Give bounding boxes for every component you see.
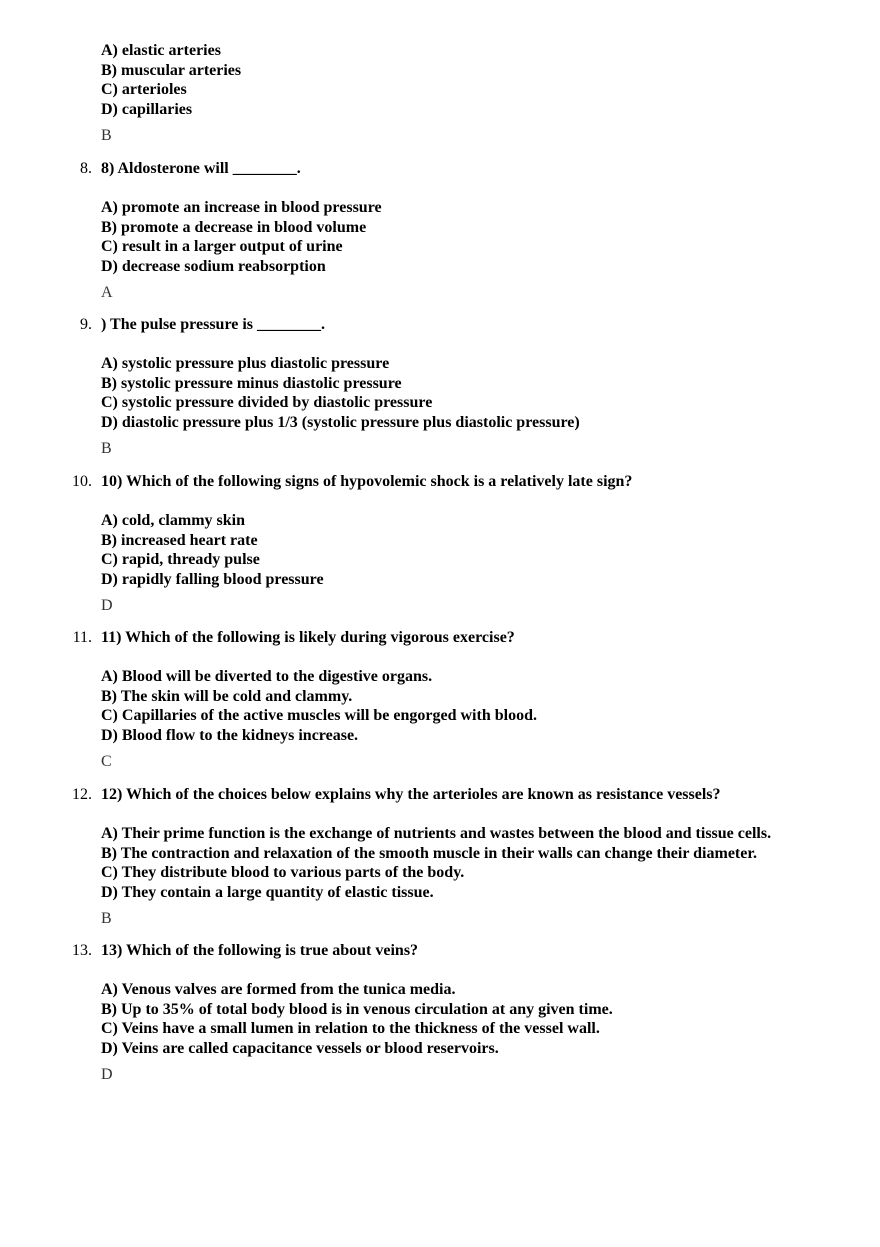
option-d: D) capillaries (101, 100, 193, 118)
option-b: B) The contraction and relaxation of the smooth muscle in their walls can change their diameter. (101, 844, 757, 862)
question-10-answer: D (101, 597, 113, 614)
option-c: C) arterioles (101, 81, 187, 98)
option-c: C) rapid, thready pulse (101, 551, 260, 568)
question-text: 12) Which of the choices below explains why the arterioles are known as resistance vessels? (101, 786, 721, 803)
question-11-answer: C (101, 753, 112, 770)
question-text: ) The pulse pressure is ________. (101, 316, 326, 333)
option-a: A) Venous valves are formed from the tunica media. (101, 981, 456, 998)
option-d: D) Veins are called capacitance vessels or blood reservoirs. (101, 1039, 499, 1057)
option-c: C) result in a larger output of urine (101, 238, 343, 255)
question-13-answer: D (101, 1066, 113, 1083)
option-c: C) systolic pressure divided by diastolic pressure (101, 394, 433, 411)
option-c: C) Capillaries of the active muscles will be engorged with blood. (101, 707, 537, 724)
option-a: A) promote an increase in blood pressure (101, 199, 382, 216)
option-d: D) They contain a large quantity of elastic tissue. (101, 883, 434, 901)
question-number: 11. (72, 629, 92, 646)
question-13-options (101, 980, 613, 1058)
question-text: 8) Aldosterone will ________. (101, 160, 301, 177)
option-a: A) elastic arteries (101, 42, 221, 59)
option-d: D) Blood flow to the kidneys increase. (101, 726, 359, 744)
question-8-options (101, 198, 382, 276)
question-7-answer: B (101, 127, 112, 144)
option-a: A) systolic pressure plus diastolic pressure (101, 355, 390, 372)
question-12-answer: B (101, 910, 112, 927)
question-text: 10) Which of the following signs of hypovolemic shock is a relatively late sign? (101, 473, 633, 490)
question-number: 8. (80, 160, 92, 177)
option-a: A) Blood will be diverted to the digestive organs. (101, 668, 433, 685)
option-b: B) increased heart rate (101, 531, 258, 549)
question-11-options (101, 667, 537, 745)
option-d: D) diastolic pressure plus 1/3 (systolic pressure plus diastolic pressure) (101, 413, 580, 431)
question-9-answer: B (101, 440, 112, 457)
question-text: 13) Which of the following is true about veins? (101, 942, 419, 959)
option-b: B) The skin will be cold and clammy. (101, 687, 353, 705)
option-a: A) Their prime function is the exchange of nutrients and wastes between the blood and tissue cells. (101, 825, 772, 842)
option-b: B) promote a decrease in blood volume (101, 218, 367, 236)
question-number: 9. (80, 316, 92, 333)
option-c: C) They distribute blood to various parts of the body. (101, 864, 465, 881)
question-number: 13. (72, 942, 92, 959)
option-b: B) systolic pressure minus diastolic pressure (101, 374, 402, 392)
question-8-answer: A (101, 284, 113, 301)
option-b: B) muscular arteries (101, 61, 242, 79)
option-d: D) rapidly falling blood pressure (101, 570, 324, 588)
question-number: 12. (72, 786, 92, 803)
option-b: B) Up to 35% of total body blood is in venous circulation at any given time. (101, 1000, 613, 1018)
question-7-options (101, 41, 241, 119)
question-9-options (101, 354, 580, 432)
question-text: 11) Which of the following is likely during vigorous exercise? (101, 629, 515, 646)
question-12-options (101, 824, 771, 902)
question-number: 10. (72, 473, 92, 490)
option-d: D) decrease sodium reabsorption (101, 257, 326, 275)
option-a: A) cold, clammy skin (101, 512, 245, 529)
question-10-options (101, 511, 324, 589)
option-c: C) Veins have a small lumen in relation to the thickness of the vessel wall. (101, 1020, 600, 1037)
